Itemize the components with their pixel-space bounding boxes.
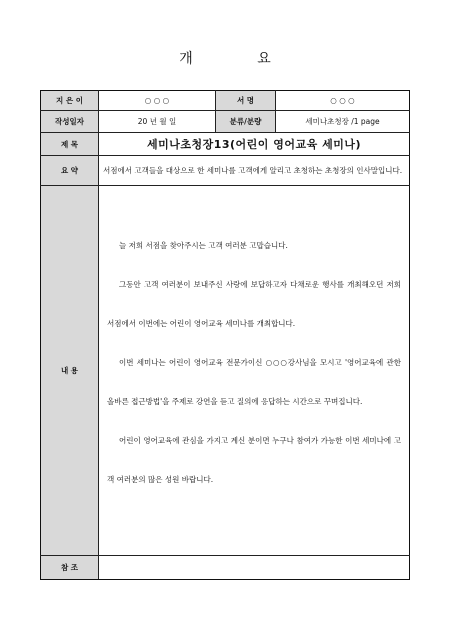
date-value: 20 년 월 일: [99, 111, 216, 133]
author-row: [41, 91, 410, 111]
content-paragraph: 그동안 고객 여러분이 보내주신 사랑에 보답하고자 다채로운 행사를 개최해오던 저희 서점에서 이번에는 어린이 영어교육 세미나를 개최합니다.: [107, 280, 401, 328]
content-paragraph: 어린이 영어교육에 관심을 가지고 계신 분이면 누구나 참여가 가능한 이번 세미나에 고객 여러분의 많은 성원 바랍니다.: [107, 436, 401, 484]
page-title: 개 요: [179, 51, 301, 67]
summary-value: 서점에서 고객들을 대상으로 한 세미나를 고객에게 알리고 초청하는 초청장의 인사말입니다.: [99, 156, 410, 186]
summary-row: [41, 156, 410, 186]
category-value: 세미나초청장 /1 page: [276, 111, 410, 133]
name-label: 서 명: [216, 91, 276, 111]
document-form: [40, 90, 410, 580]
subject-row: [41, 133, 410, 156]
date-row: [41, 111, 410, 133]
author-label: 지 은 이: [41, 91, 99, 111]
reference-label: 참 조: [41, 556, 99, 580]
content-body: [99, 186, 410, 556]
subject-label: 제 목: [41, 133, 99, 156]
reference-value: [99, 556, 410, 580]
reference-row: [41, 556, 410, 580]
content-paragraph: 늘 저희 서점을 찾아주시는 고객 여러분 고맙습니다.: [119, 241, 288, 250]
content-label: 내 용: [41, 186, 99, 556]
subject-value: 세미나초청장13(어린이 영어교육 세미나): [99, 133, 410, 156]
name-value: ○ ○ ○: [276, 91, 410, 111]
content-row: [41, 186, 410, 556]
category-label: 분류/분량: [216, 111, 276, 133]
content-paragraph: 이번 세미나는 어린이 영어교육 전문가이신 ○○○강사님을 모시고 '영어교육에 관한 올바른 접근방법'을 주제로 강연을 듣고 질의에 응답하는 시간으로 꾸며집니다.: [107, 358, 401, 406]
author-value: ○ ○ ○: [99, 91, 216, 111]
summary-label: 요 약: [41, 156, 99, 186]
date-label: 작성일자: [41, 111, 99, 133]
